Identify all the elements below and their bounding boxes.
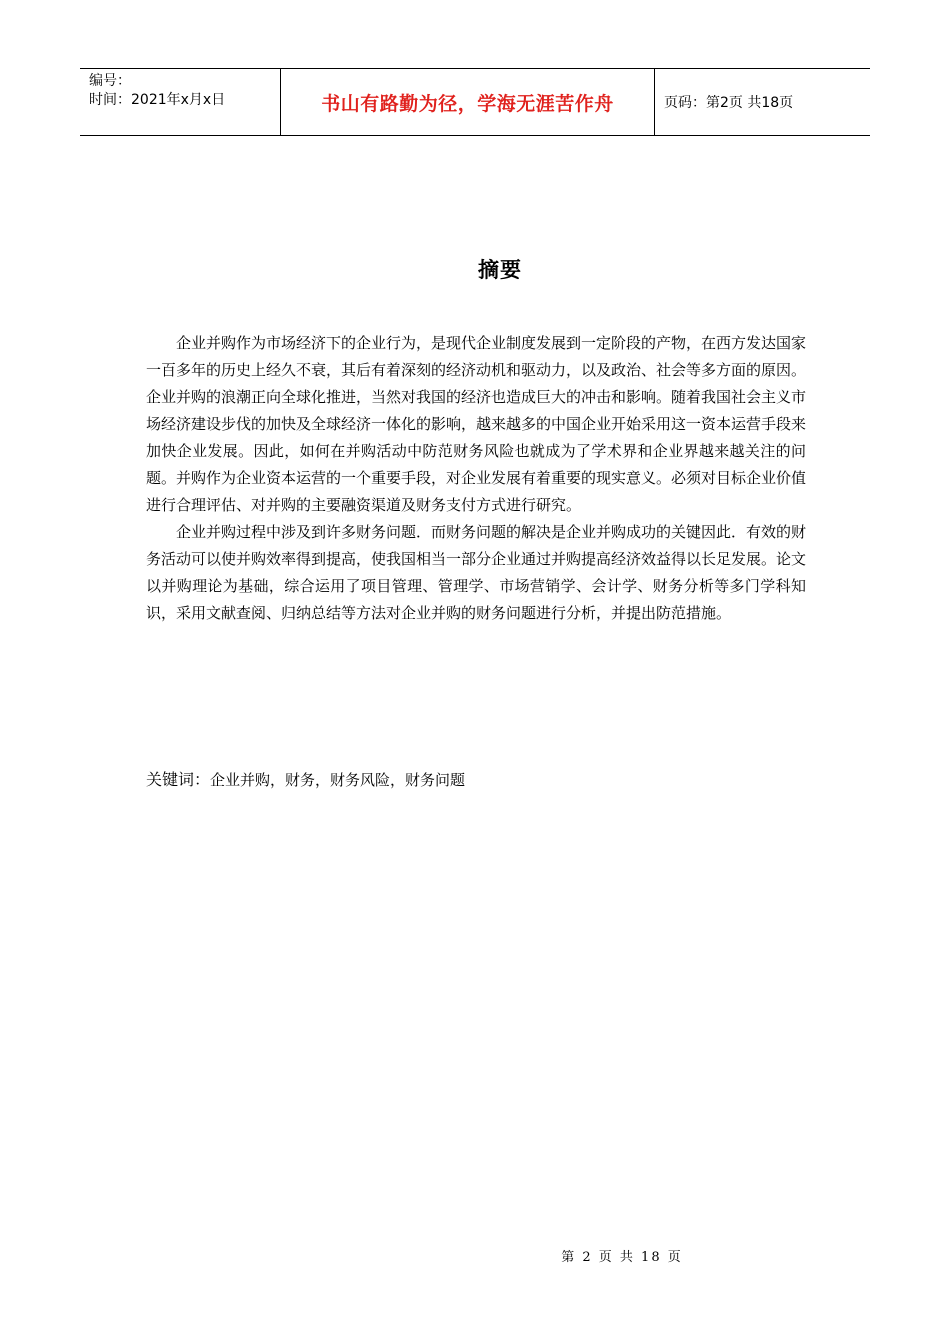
header-motto: 书山有路勤为径，学海无涯苦作舟	[281, 69, 655, 135]
page-title: 摘要	[478, 258, 522, 282]
keywords-line	[146, 768, 465, 792]
abstract-body	[146, 330, 806, 627]
abstract-paragraph-2: 企业并购过程中涉及到许多财务问题．而财务问题的解决是企业并购成功的关键因此．有效的财务活动可以使并购效率得到提高，使我国相当一部分企业通过并购提高经济效益得以长足发展。论文以并购理论为基础，综合运用了项目管理、管理学、市场营销学、会计学、财务分析等多门学科知识，采用文献查阅、归纳总结等方法对企业并购的财务问题进行分析，并提出防范措施。	[146, 523, 807, 622]
page-footer: 第 2 页 共 18 页	[561, 1250, 683, 1265]
document-header	[80, 68, 870, 136]
document-code-label: 编号：	[89, 73, 131, 89]
abstract-paragraph-1: 企业并购作为市场经济下的企业行为，是现代企业制度发展到一定阶段的产物，在西方发达国家一百多年的历史上经久不衰，其后有着深刻的经济动机和驱动力，以及政治、社会等多方面的原因。企业并购的浪潮正向全球化推进，当然对我国的经济也造成巨大的冲击和影响。随着我国社会主义市场经济建设步伐的加快及全球经济一体化的影响，越来越多的中国企业开始采用这一资本运营手段来加快企业发展。因此，如何在并购活动中防范财务风险也就成为了学术界和企业界越来越关注的问题。并购作为企业资本运营的一个重要手段，对企业发展有着重要的现实意义。必须对目标企业价值进行合理评估、对并购的主要融资渠道及财务支付方式进行研究。	[146, 334, 807, 514]
keywords-value: 企业并购，财务，财务风险，财务问题	[210, 771, 466, 789]
header-page-info: 页码：第2页 共18页	[664, 95, 794, 111]
header-meta-cell	[80, 69, 281, 135]
document-date: 时间：2021年x月x日	[89, 92, 226, 108]
keywords-label: 关键词：	[146, 770, 211, 789]
